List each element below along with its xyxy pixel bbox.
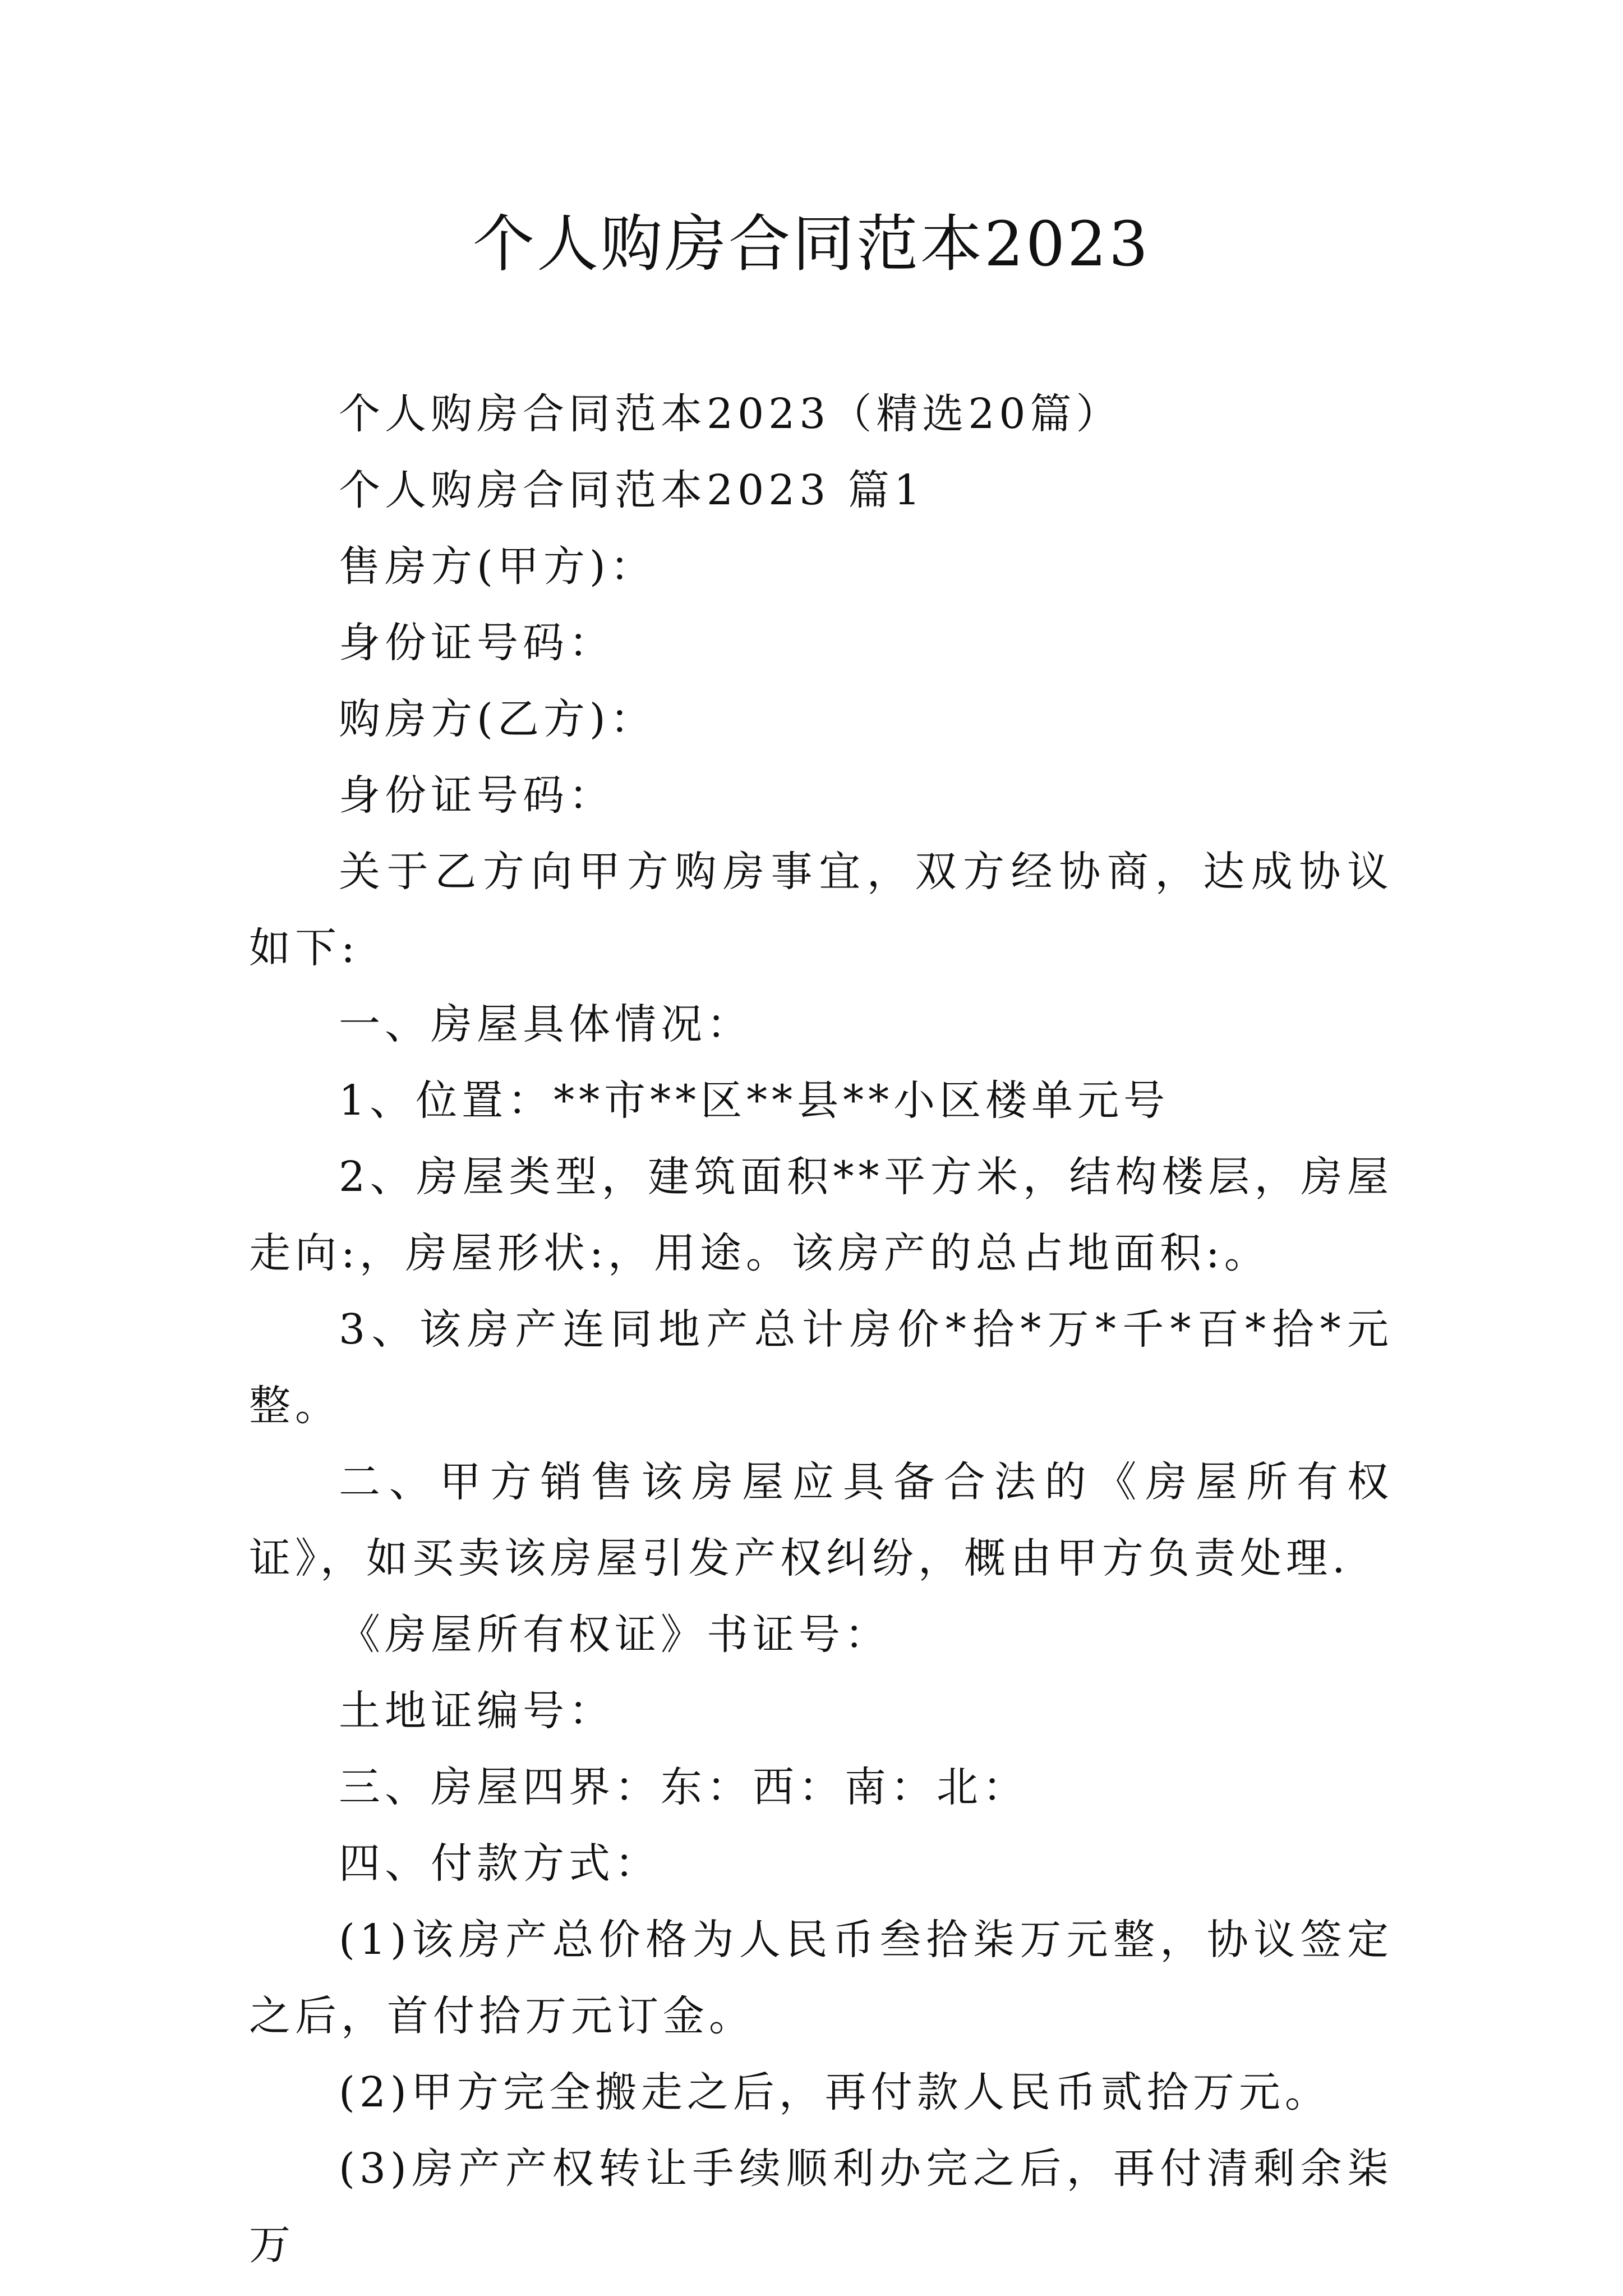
paragraph-total-price: 3、该房产连同地产总计房价*拾*万*千*百*拾*元整。 [249,1305,1393,1430]
document-title: 个人购房合同范本2023 [473,208,1150,280]
paragraph-land-certificate: 土地证编号： [339,1687,615,1735]
document-body [249,376,1393,2283]
paragraph-payment-2: (2)甲方完全搬走之后，再付款人民币贰拾万元。 [339,2068,1331,2116]
paragraph-seller: 售房方(甲方)： [339,542,656,591]
paragraph-certificate-number: 《房屋所有权证》书证号： [339,1611,891,1659]
paragraph-house-type: 2、房屋类型，建筑面积**平方米，结构楼层，房屋走向:，房屋形状:，用途。该房产的总占地面积:。 [249,1153,1393,1277]
paragraph-subtitle: 个人购房合同范本2023（精选20篇） [339,390,1122,438]
paragraph-payment-3: (3)房产产权转让手续顺利办完之后，再付清剩余柒万 [249,2145,1393,2269]
paragraph-clause-4-heading: 四、付款方式： [339,1839,661,1888]
paragraph-section-heading: 个人购房合同范本2023 篇1 [339,466,925,514]
paragraph-buyer-id: 身份证号码： [339,771,615,820]
paragraph-clause-1-heading: 一、房屋具体情况： [339,1000,753,1048]
paragraph-buyer: 购房方(乙方)： [339,695,656,743]
paragraph-agreement-intro: 关于乙方向甲方购房事宜，双方经协商，达成协议如下: [249,848,1393,972]
paragraph-clause-2: 二、甲方销售该房屋应具备合法的《房屋所有权证》，如买卖该房屋引发产权纠纷，概由甲方负责处理. [249,1458,1393,1582]
paragraph-payment-1: (1)该房产总价格为人民币叁拾柒万元整，协议签定之后，首付拾万元订金。 [249,1916,1393,2040]
paragraph-seller-id: 身份证号码： [339,619,615,667]
paragraph-clause-3-boundaries: 三、房屋四界：东：西：南：北： [339,1763,1029,1811]
paragraph-location: 1、位置：**市**区**县**小区楼单元号 [339,1076,1170,1125]
